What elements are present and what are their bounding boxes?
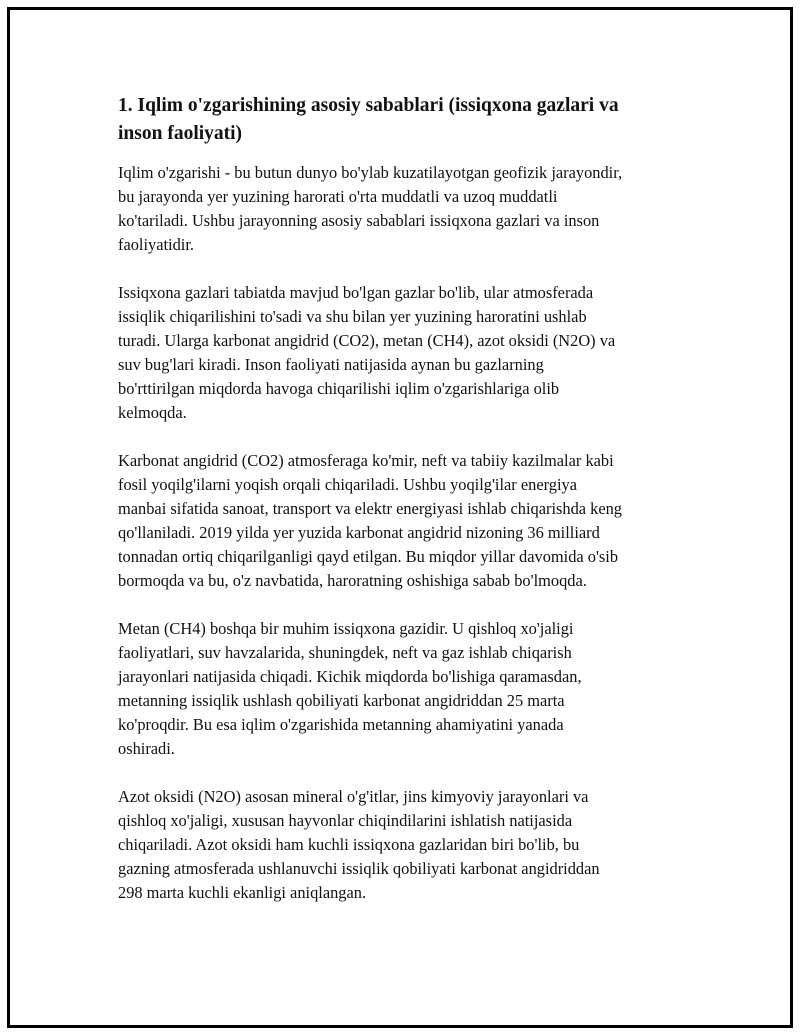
paragraph-carbon-dioxide: Karbonat angidrid (CO2) atmosferaga ko'mir, neft va tabiiy kazilmalar kabi fosil yoqilg'ilarni yoqish orqali chiqariladi. Ushbu yoqilg'ilar energiya manbai sifatida sanoat, transport va elektr energiyasi ishlab chiqarishda keng qo'llaniladi. 2019 yilda yer yuzida karbonat angidrid nizoning 36 milliard tonnadan ortiq chiqarilganligi qayd etilgan. Bu miqdor yillar davomida o'sib bormoqda va bu, o'z navbatida, haroratning oshishiga sabab bo'lmoqda. — [118, 451, 623, 590]
paragraph-greenhouse-gases: Issiqxona gazlari tabiatda mavjud bo'lgan gazlar bo'lib, ular atmosferada issiqlik chiqarilishini to'sadi va shu bilan yer yuzining haroratini ushlab turadi. Ularga karbonat angidrid (CO2), metan (CH4), azot oksidi (N2O) va suv bug'lari kiradi. Inson faoliyati natijasida aynan bu gazlarning bo'rttirilgan miqdorda havoga chiqarilishi iqlim o'zgarishlariga olib kelmoqda. — [118, 283, 616, 422]
paragraph-methane: Metan (CH4) boshqa bir muhim issiqxona gazidir. U qishloq xo'jaligi faoliyatlari, suv havzalarida, shuningdek, neft va gaz ishlab chiqarish jarayonlari natijasida chiqadi. Kichik miqdorda bo'lishiga qaramasdan, metanning issiqlik ushlash qobiliyati karbonat angidriddan 25 marta ko'proqdir. Bu esa iqlim o'zgarishida metanning ahamiyatini yanada oshiradi. — [118, 619, 582, 758]
paragraph-nitrous-oxide: Azot oksidi (N2O) asosan mineral o'g'itlar, jins kimyoviy jarayonlari va qishloq xo'jaligi, xususan hayvonlar chiqindilarini ishlatish natijasida chiqariladi. Azot oksidi ham kuchli issiqxona gazlaridan biri bo'lib, bu gazning atmosferada ushlanuvchi issiqlik qobiliyati karbonat angidriddan 298 marta kuchli ekanligi aniqlangan. — [118, 787, 600, 902]
document-body — [110, 92, 690, 929]
paragraph-intro: Iqlim o'zgarishi - bu butun dunyo bo'ylab kuzatilayotgan geofizik jarayondir, bu jarayonda yer yuzining harorati o'rta muddatli va uzoq muddatli ko'tariladi. Ushbu jarayonning asosiy sabablari issiqxona gazlari va inson faoliyatidir. — [118, 163, 623, 254]
section-heading: 1. Iqlim o'zgarishining asosiy sabablari (issiqxona gazlari va inson faoliyati) — [118, 95, 619, 144]
